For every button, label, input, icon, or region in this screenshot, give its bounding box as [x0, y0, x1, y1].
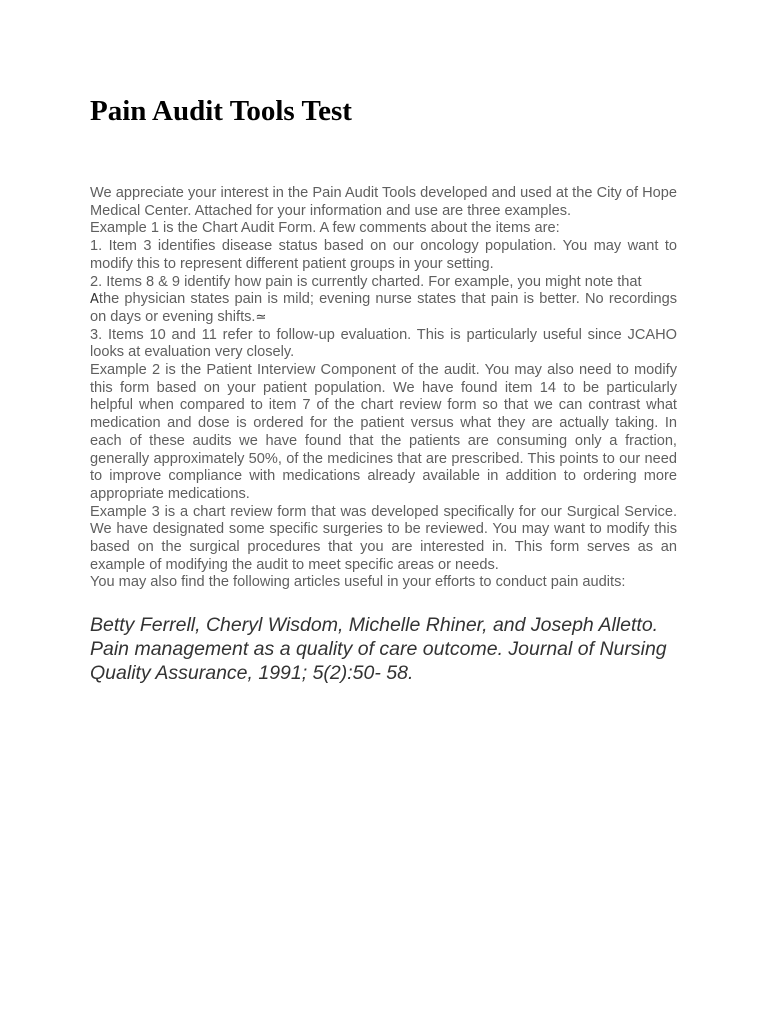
intro-body — [90, 185, 677, 592]
item-3-note: 1. Item 3 identifies disease status based on our oncology population. You may want to modify this to represent different patient groups in your setting. — [90, 238, 677, 272]
example-3-paragraph: Example 3 is a chart review form that was developed specifically for our Surgical Service. We have designated some specific surgeries to be reviewed. You may want to modify this based on the surgical procedures that you are interested in. This form serves as an example of modifying the audit to meet specific areas or needs. — [90, 503, 677, 573]
charting-example-text: the physician states pain is mild; evening nurse states that pain is better. No recordings on days or evening shifts. — [90, 291, 677, 325]
open-quote-mark: A — [90, 292, 99, 308]
charting-example — [90, 291, 677, 326]
intro-paragraph: We appreciate your interest in the Pain Audit Tools developed and used at the City of Hope Medical Center. Attached for your information and use are three examples. — [90, 185, 677, 219]
page-title: Pain Audit Tools Test — [90, 95, 352, 127]
items-10-11-note: 3. Items 10 and 11 refer to follow-up evaluation. This is particularly useful since JCAHO looks at evaluation very closely. — [90, 326, 677, 361]
items-8-9-note: 2. Items 8 & 9 identify how pain is currently charted. For example, you might note that — [90, 273, 642, 290]
reference-citation: Betty Ferrell, Cheryl Wisdom, Michelle Rhiner, and Joseph Alletto. Pain management as a quality of care outcome. Journal of Nursing Quality Assurance, 1991; 5(2):50- 58. — [90, 614, 667, 684]
example-2-paragraph: Example 2 is the Patient Interview Component of the audit. You may also need to modify this form based on your patient population. We have found item 14 to be particularly helpful when compared to item 7 of the chart review form so that we can contrast what medication and dose is ordered for the patient versus what they are actually taking. In each of these audits we have found that the patients are consuming only a fraction, generally approximately 50%, of the medicines that are prescribed. This points to our need to improve compliance with medications already available in addition to ordering more appropriate medications. — [90, 362, 677, 502]
articles-intro: You may also find the following articles useful in your efforts to conduct pain audits: — [90, 574, 626, 591]
example-1-heading: Example 1 is the Chart Audit Form. A few comments about the items are: — [90, 220, 560, 237]
close-quote-mark: ≃ — [255, 309, 267, 325]
